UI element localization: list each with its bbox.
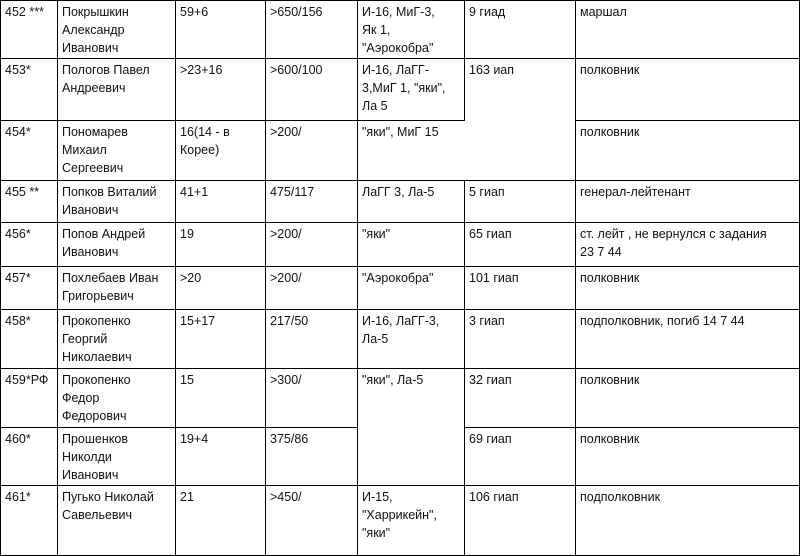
cell-victories: 19 — [176, 223, 266, 267]
cell-sorties: >650/156 — [266, 1, 358, 59]
cell-unit: 5 гиап — [465, 181, 576, 223]
cell-number: 459*РФ — [1, 369, 58, 428]
cell-rank: полковник — [576, 121, 800, 181]
cell-unit: 3 гиап — [465, 310, 576, 369]
cell-sorties: >300/ — [266, 369, 358, 428]
table-row — [1, 59, 800, 121]
cell-name: Покрышкин Александр Иванович — [58, 1, 176, 59]
cell-sorties: >200/ — [266, 267, 358, 310]
table-row — [1, 486, 800, 556]
table-row — [1, 181, 800, 223]
cell-victories: 16(14 - в Корее) — [176, 121, 266, 181]
cell-unit: 69 гиап — [465, 428, 576, 486]
cell-name: Пугько Николай Савельевич — [58, 486, 176, 556]
cell-name: Попков Виталий Иванович — [58, 181, 176, 223]
cell-number: 461* — [1, 486, 58, 556]
cell-victories: 41+1 — [176, 181, 266, 223]
cell-aircraft: "яки", Ла-5 — [358, 369, 465, 428]
cell-number: 454* — [1, 121, 58, 181]
cell-rank: полковник — [576, 369, 800, 428]
cell-name: Пономарев Михаил Сергеевич — [58, 121, 176, 181]
cell-name: Прокопенко Георгий Николаевич — [58, 310, 176, 369]
cell-sorties: >600/100 — [266, 59, 358, 121]
cell-victories: 21 — [176, 486, 266, 556]
cell-aircraft — [358, 428, 465, 486]
cell-victories: 19+4 — [176, 428, 266, 486]
cell-number: 452 *** — [1, 1, 58, 59]
cell-rank: генерал-лейтенант — [576, 181, 800, 223]
cell-rank: маршал — [576, 1, 800, 59]
cell-victories: 15+17 — [176, 310, 266, 369]
cell-unit: 106 гиап — [465, 486, 576, 556]
cell-aircraft: "Аэрокобра" — [358, 267, 465, 310]
cell-victories: >20 — [176, 267, 266, 310]
cell-rank: подполковник — [576, 486, 800, 556]
cell-unit: 101 гиап — [465, 267, 576, 310]
cell-sorties: 217/50 — [266, 310, 358, 369]
cell-sorties: >200/ — [266, 121, 358, 181]
cell-victories: >23+16 — [176, 59, 266, 121]
cell-number: 460* — [1, 428, 58, 486]
cell-rank: полковник — [576, 59, 800, 121]
cell-unit: 163 иап — [465, 59, 576, 121]
table-row — [1, 369, 800, 428]
cell-name: Прошенков Николди Иванович — [58, 428, 176, 486]
table-row — [1, 121, 800, 181]
cell-rank: ст. лейт , не вернулся с задания 23 7 44 — [576, 223, 800, 267]
cell-rank: подполковник, погиб 14 7 44 — [576, 310, 800, 369]
cell-sorties: 375/86 — [266, 428, 358, 486]
table-row — [1, 428, 800, 486]
cell-unit: 65 гиап — [465, 223, 576, 267]
cell-number: 453* — [1, 59, 58, 121]
cell-name: Попов Андрей Иванович — [58, 223, 176, 267]
cell-unit — [465, 121, 576, 181]
cell-victories: 15 — [176, 369, 266, 428]
table-row — [1, 267, 800, 310]
cell-number: 457* — [1, 267, 58, 310]
cell-unit: 32 гиап — [465, 369, 576, 428]
cell-sorties: >200/ — [266, 223, 358, 267]
cell-aircraft: ЛаГГ 3, Ла-5 — [358, 181, 465, 223]
cell-rank: полковник — [576, 267, 800, 310]
cell-name: Похлебаев Иван Григорьевич — [58, 267, 176, 310]
table-row — [1, 223, 800, 267]
cell-aircraft: И-16, ЛаГГ- 3,МиГ 1, "яки", Ла 5 — [358, 59, 465, 121]
cell-number: 456* — [1, 223, 58, 267]
cell-sorties: >450/ — [266, 486, 358, 556]
cell-aircraft: "яки" — [358, 223, 465, 267]
cell-aircraft: "яки", МиГ 15 — [358, 121, 465, 181]
cell-number: 455 ** — [1, 181, 58, 223]
cell-aircraft: И-15, "Харрикейн", "яки" — [358, 486, 465, 556]
cell-unit: 9 гиад — [465, 1, 576, 59]
cell-name: Прокопенко Федор Федорович — [58, 369, 176, 428]
cell-aircraft: И-16, ЛаГГ-3, Ла-5 — [358, 310, 465, 369]
cell-name: Пологов Павел Андреевич — [58, 59, 176, 121]
cell-number: 458* — [1, 310, 58, 369]
table-row — [1, 310, 800, 369]
table-row — [1, 1, 800, 59]
cell-sorties: 475/117 — [266, 181, 358, 223]
cell-aircraft: И-16, МиГ-3, Як 1, "Аэрокобра" — [358, 1, 465, 59]
cell-rank: полковник — [576, 428, 800, 486]
cell-victories: 59+6 — [176, 1, 266, 59]
